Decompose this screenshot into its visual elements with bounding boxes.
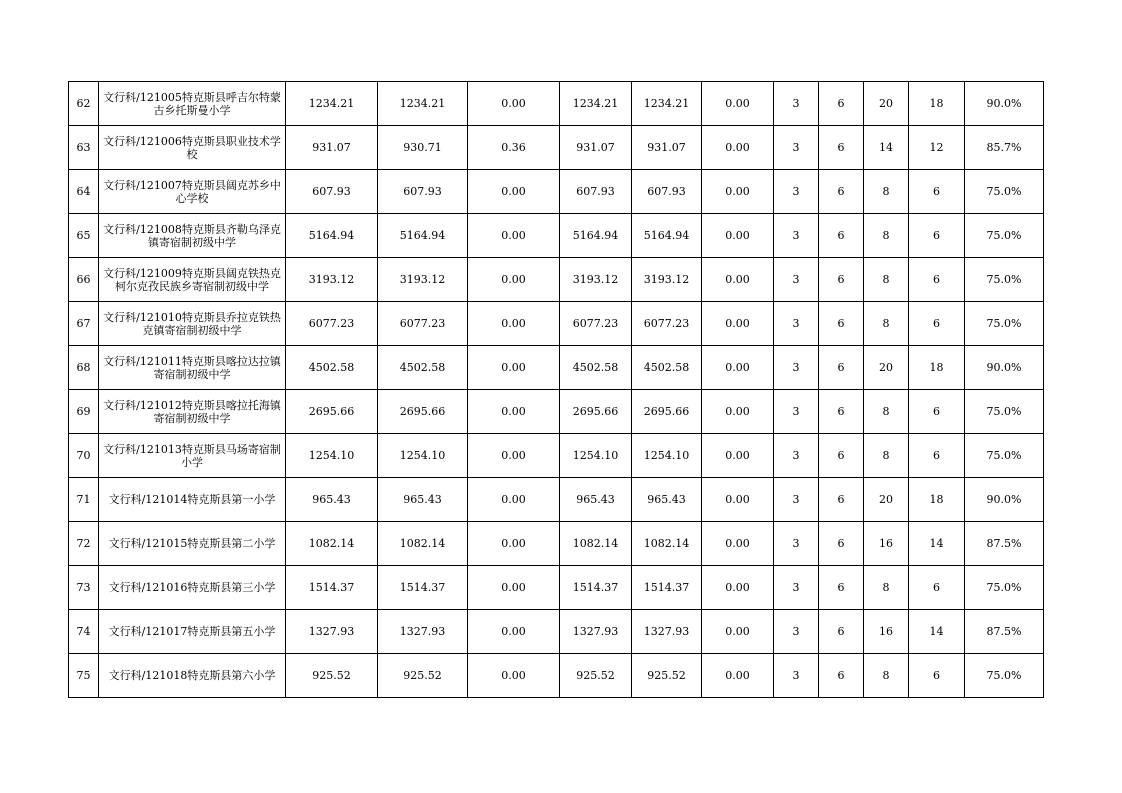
amount-cell-6: 0.00: [702, 654, 774, 698]
amount-cell-2: 5164.94: [378, 214, 468, 258]
count-cell-3: 8: [864, 170, 909, 214]
count-cell-2: 6: [819, 346, 864, 390]
row-index-cell: 72: [69, 522, 99, 566]
amount-cell-4: 1082.14: [560, 522, 632, 566]
project-name-cell: [99, 610, 286, 654]
table-body: [69, 82, 1044, 698]
count-cell-1: 3: [774, 82, 819, 126]
amount-cell-5: 1327.93: [632, 610, 702, 654]
table-row: [69, 434, 1044, 478]
count-cell-3: 8: [864, 214, 909, 258]
count-cell-4: 6: [909, 214, 965, 258]
table-row: [69, 654, 1044, 698]
amount-cell-3: 0.00: [468, 566, 560, 610]
amount-cell-2: 1234.21: [378, 82, 468, 126]
amount-cell-3: 0.36: [468, 126, 560, 170]
table-row: [69, 522, 1044, 566]
amount-cell-6: 0.00: [702, 346, 774, 390]
row-index-cell: 63: [69, 126, 99, 170]
count-cell-2: 6: [819, 82, 864, 126]
row-index-cell: 64: [69, 170, 99, 214]
count-cell-4: 18: [909, 478, 965, 522]
data-table: [68, 81, 1044, 698]
amount-cell-1: 607.93: [286, 170, 378, 214]
count-cell-3: 8: [864, 302, 909, 346]
row-index-cell: 62: [69, 82, 99, 126]
amount-cell-2: 607.93: [378, 170, 468, 214]
amount-cell-2: 6077.23: [378, 302, 468, 346]
table-row: [69, 610, 1044, 654]
amount-cell-4: 925.52: [560, 654, 632, 698]
amount-cell-2: 965.43: [378, 478, 468, 522]
amount-cell-4: 1234.21: [560, 82, 632, 126]
amount-cell-3: 0.00: [468, 390, 560, 434]
table-row: [69, 170, 1044, 214]
count-cell-1: 3: [774, 346, 819, 390]
count-cell-4: 18: [909, 346, 965, 390]
amount-cell-2: 2695.66: [378, 390, 468, 434]
count-cell-2: 6: [819, 214, 864, 258]
count-cell-2: 6: [819, 522, 864, 566]
amount-cell-3: 0.00: [468, 170, 560, 214]
project-name-text: 文行科/121007特克斯县阔克苏乡中心学校: [103, 178, 281, 205]
amount-cell-1: 1254.10: [286, 434, 378, 478]
count-cell-4: 6: [909, 302, 965, 346]
amount-cell-1: 1327.93: [286, 610, 378, 654]
percentage-cell: 87.5%: [965, 522, 1044, 566]
amount-cell-4: 1514.37: [560, 566, 632, 610]
amount-cell-3: 0.00: [468, 434, 560, 478]
amount-cell-5: 607.93: [632, 170, 702, 214]
count-cell-4: 6: [909, 566, 965, 610]
amount-cell-2: 1082.14: [378, 522, 468, 566]
amount-cell-1: 1234.21: [286, 82, 378, 126]
count-cell-1: 3: [774, 302, 819, 346]
project-name-text: 文行科/121012特克斯县喀拉托海镇寄宿制初级中学: [103, 398, 281, 425]
table-row: [69, 566, 1044, 610]
amount-cell-1: 925.52: [286, 654, 378, 698]
count-cell-3: 16: [864, 522, 909, 566]
row-index-cell: 67: [69, 302, 99, 346]
count-cell-1: 3: [774, 610, 819, 654]
count-cell-3: 8: [864, 654, 909, 698]
amount-cell-6: 0.00: [702, 390, 774, 434]
amount-cell-1: 931.07: [286, 126, 378, 170]
count-cell-4: 6: [909, 390, 965, 434]
count-cell-2: 6: [819, 478, 864, 522]
amount-cell-2: 1327.93: [378, 610, 468, 654]
amount-cell-5: 925.52: [632, 654, 702, 698]
percentage-cell: 75.0%: [965, 434, 1044, 478]
project-name-cell: [99, 82, 286, 126]
amount-cell-6: 0.00: [702, 258, 774, 302]
count-cell-1: 3: [774, 478, 819, 522]
amount-cell-6: 0.00: [702, 566, 774, 610]
count-cell-2: 6: [819, 302, 864, 346]
project-name-text: 文行科/121011特克斯县喀拉达拉镇寄宿制初级中学: [103, 354, 281, 381]
count-cell-3: 20: [864, 478, 909, 522]
amount-cell-5: 965.43: [632, 478, 702, 522]
amount-cell-2: 4502.58: [378, 346, 468, 390]
count-cell-2: 6: [819, 126, 864, 170]
project-name-cell: [99, 214, 286, 258]
amount-cell-6: 0.00: [702, 478, 774, 522]
amount-cell-5: 1514.37: [632, 566, 702, 610]
row-index-cell: 75: [69, 654, 99, 698]
project-name-cell: [99, 170, 286, 214]
count-cell-1: 3: [774, 522, 819, 566]
amount-cell-4: 965.43: [560, 478, 632, 522]
count-cell-2: 6: [819, 390, 864, 434]
count-cell-1: 3: [774, 654, 819, 698]
table-row: [69, 126, 1044, 170]
percentage-cell: 75.0%: [965, 302, 1044, 346]
table-row: [69, 82, 1044, 126]
amount-cell-5: 6077.23: [632, 302, 702, 346]
amount-cell-2: 930.71: [378, 126, 468, 170]
count-cell-2: 6: [819, 654, 864, 698]
count-cell-1: 3: [774, 258, 819, 302]
amount-cell-2: 925.52: [378, 654, 468, 698]
count-cell-4: 6: [909, 170, 965, 214]
row-index-cell: 69: [69, 390, 99, 434]
amount-cell-4: 4502.58: [560, 346, 632, 390]
amount-cell-3: 0.00: [468, 82, 560, 126]
amount-cell-5: 1254.10: [632, 434, 702, 478]
percentage-cell: 75.0%: [965, 654, 1044, 698]
amount-cell-5: 931.07: [632, 126, 702, 170]
project-name-cell: [99, 434, 286, 478]
project-name-text: 文行科/121008特克斯县齐勒乌泽克镇寄宿制初级中学: [103, 222, 281, 249]
count-cell-4: 6: [909, 258, 965, 302]
amount-cell-6: 0.00: [702, 522, 774, 566]
amount-cell-2: 3193.12: [378, 258, 468, 302]
count-cell-4: 18: [909, 82, 965, 126]
amount-cell-1: 5164.94: [286, 214, 378, 258]
amount-cell-1: 1514.37: [286, 566, 378, 610]
amount-cell-6: 0.00: [702, 82, 774, 126]
table-row: [69, 214, 1044, 258]
count-cell-1: 3: [774, 390, 819, 434]
amount-cell-6: 0.00: [702, 126, 774, 170]
amount-cell-4: 1254.10: [560, 434, 632, 478]
percentage-cell: 75.0%: [965, 258, 1044, 302]
amount-cell-6: 0.00: [702, 610, 774, 654]
count-cell-1: 3: [774, 434, 819, 478]
amount-cell-6: 0.00: [702, 302, 774, 346]
percentage-cell: 75.0%: [965, 214, 1044, 258]
amount-cell-6: 0.00: [702, 214, 774, 258]
count-cell-3: 20: [864, 346, 909, 390]
amount-cell-5: 1234.21: [632, 82, 702, 126]
amount-cell-3: 0.00: [468, 302, 560, 346]
project-name-text: 文行科/121013特克斯县马场寄宿制小学: [103, 442, 281, 469]
project-name-text: 文行科/121005特克斯县呼吉尔特蒙古乡托斯曼小学: [103, 90, 281, 117]
count-cell-1: 3: [774, 170, 819, 214]
amount-cell-3: 0.00: [468, 478, 560, 522]
percentage-cell: 75.0%: [965, 566, 1044, 610]
amount-cell-5: 2695.66: [632, 390, 702, 434]
amount-cell-4: 5164.94: [560, 214, 632, 258]
amount-cell-3: 0.00: [468, 654, 560, 698]
project-name-cell: [99, 390, 286, 434]
amount-cell-4: 2695.66: [560, 390, 632, 434]
count-cell-3: 16: [864, 610, 909, 654]
percentage-cell: 90.0%: [965, 346, 1044, 390]
count-cell-3: 8: [864, 434, 909, 478]
amount-cell-3: 0.00: [468, 346, 560, 390]
percentage-cell: 85.7%: [965, 126, 1044, 170]
amount-cell-1: 965.43: [286, 478, 378, 522]
row-index-cell: 66: [69, 258, 99, 302]
project-name-text: 文行科/121006特克斯县职业技术学校: [103, 134, 281, 161]
percentage-cell: 75.0%: [965, 170, 1044, 214]
project-name-cell: [99, 346, 286, 390]
count-cell-3: 8: [864, 566, 909, 610]
amount-cell-3: 0.00: [468, 522, 560, 566]
table-row: [69, 478, 1044, 522]
table-row: [69, 346, 1044, 390]
percentage-cell: 87.5%: [965, 610, 1044, 654]
count-cell-2: 6: [819, 258, 864, 302]
project-name-text: 文行科/121017特克斯县第五小学: [108, 625, 276, 638]
amount-cell-5: 4502.58: [632, 346, 702, 390]
row-index-cell: 71: [69, 478, 99, 522]
amount-cell-4: 3193.12: [560, 258, 632, 302]
project-name-cell: [99, 566, 286, 610]
count-cell-4: 14: [909, 610, 965, 654]
count-cell-4: 6: [909, 654, 965, 698]
project-name-text: 文行科/121014特克斯县第一小学: [108, 493, 276, 506]
amount-cell-6: 0.00: [702, 170, 774, 214]
count-cell-4: 12: [909, 126, 965, 170]
count-cell-2: 6: [819, 434, 864, 478]
amount-cell-1: 2695.66: [286, 390, 378, 434]
amount-cell-3: 0.00: [468, 214, 560, 258]
project-name-cell: [99, 126, 286, 170]
project-name-cell: [99, 522, 286, 566]
amount-cell-1: 1082.14: [286, 522, 378, 566]
project-name-cell: [99, 258, 286, 302]
count-cell-2: 6: [819, 566, 864, 610]
count-cell-1: 3: [774, 214, 819, 258]
amount-cell-5: 1082.14: [632, 522, 702, 566]
percentage-cell: 90.0%: [965, 478, 1044, 522]
count-cell-4: 14: [909, 522, 965, 566]
amount-cell-4: 931.07: [560, 126, 632, 170]
count-cell-3: 8: [864, 258, 909, 302]
amount-cell-2: 1254.10: [378, 434, 468, 478]
table-row: [69, 302, 1044, 346]
percentage-cell: 90.0%: [965, 82, 1044, 126]
row-index-cell: 68: [69, 346, 99, 390]
amount-cell-5: 3193.12: [632, 258, 702, 302]
amount-cell-4: 6077.23: [560, 302, 632, 346]
project-name-cell: [99, 302, 286, 346]
project-name-text: 文行科/121015特克斯县第二小学: [108, 537, 276, 550]
count-cell-3: 8: [864, 390, 909, 434]
amount-cell-4: 607.93: [560, 170, 632, 214]
amount-cell-3: 0.00: [468, 258, 560, 302]
percentage-cell: 75.0%: [965, 390, 1044, 434]
project-name-text: 文行科/121018特克斯县第六小学: [108, 669, 276, 682]
count-cell-2: 6: [819, 170, 864, 214]
amount-cell-1: 3193.12: [286, 258, 378, 302]
count-cell-1: 3: [774, 566, 819, 610]
amount-cell-6: 0.00: [702, 434, 774, 478]
count-cell-2: 6: [819, 610, 864, 654]
row-index-cell: 73: [69, 566, 99, 610]
count-cell-3: 20: [864, 82, 909, 126]
table-row: [69, 390, 1044, 434]
table-row: [69, 258, 1044, 302]
amount-cell-5: 5164.94: [632, 214, 702, 258]
count-cell-3: 14: [864, 126, 909, 170]
amount-cell-1: 4502.58: [286, 346, 378, 390]
project-name-text: 文行科/121009特克斯县阔克铁热克柯尔克孜民族乡寄宿制初级中学: [103, 266, 281, 293]
row-index-cell: 65: [69, 214, 99, 258]
row-index-cell: 74: [69, 610, 99, 654]
project-name-text: 文行科/121010特克斯县乔拉克铁热克镇寄宿制初级中学: [103, 310, 281, 337]
amount-cell-2: 1514.37: [378, 566, 468, 610]
row-index-cell: 70: [69, 434, 99, 478]
project-name-cell: [99, 478, 286, 522]
amount-cell-4: 1327.93: [560, 610, 632, 654]
project-name-cell: [99, 654, 286, 698]
count-cell-1: 3: [774, 126, 819, 170]
project-name-text: 文行科/121016特克斯县第三小学: [108, 581, 276, 594]
amount-cell-3: 0.00: [468, 610, 560, 654]
count-cell-4: 6: [909, 434, 965, 478]
amount-cell-1: 6077.23: [286, 302, 378, 346]
